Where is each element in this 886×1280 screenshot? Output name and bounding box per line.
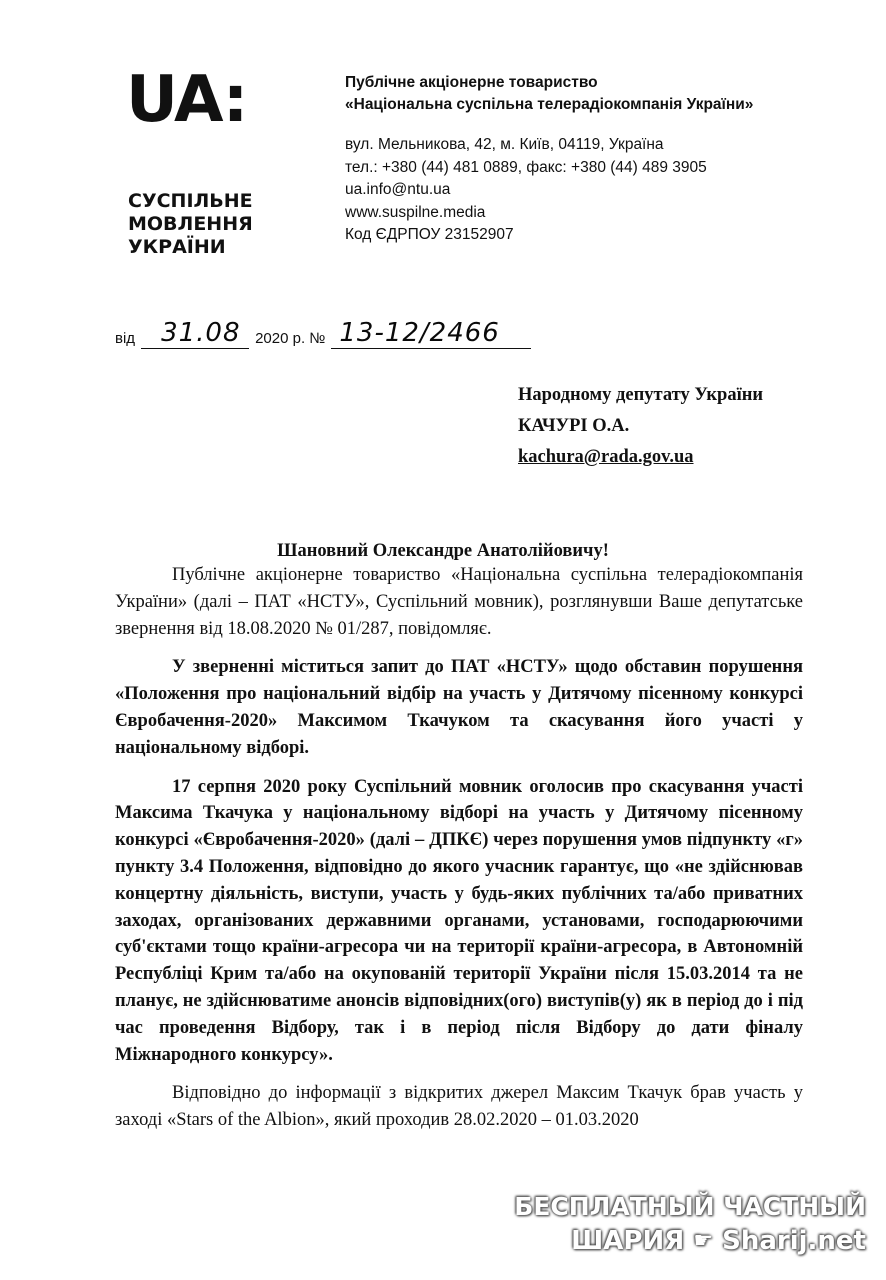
org-name-line2: «Національна суспільна телерадіокомпанія України» — [345, 96, 754, 113]
salutation: Шановний Олександре Анатолійовичу! — [277, 541, 609, 561]
paragraph: Відповідно до інформації з відкритих джерел Максим Ткачук брав участь у заході «Stars of the Albion», який проходив 28.02.2020 – 01.03.2020 — [115, 1083, 803, 1131]
org-email: ua.info@ntu.ua — [345, 181, 451, 198]
letter-body — [115, 562, 803, 1146]
logo-text-line: СУСПІЛЬНЕ — [128, 190, 253, 212]
org-phone: тел.: +380 (44) 481 0889, факс: +380 (44) 489 3905 — [345, 158, 707, 176]
watermark-text-a: ШАРИЯ — [571, 1226, 685, 1256]
logo-mark: UA: — [126, 63, 247, 137]
org-address: вул. Мельникова, 42, м. Київ, 04119, Україна — [345, 136, 664, 153]
logo-text-line: УКРАЇНИ — [128, 236, 226, 258]
organization-header — [345, 72, 753, 247]
org-contacts — [345, 134, 753, 247]
addressee-email-link[interactable]: kachura@rada.gov.ua — [518, 447, 694, 467]
org-website: www.suspilne.media — [345, 203, 486, 221]
addressee-title: Народному депутату України — [518, 385, 764, 405]
addressee-block — [518, 380, 763, 473]
number-field — [331, 318, 531, 349]
org-name-line1: Публічне акціонерне товариство — [345, 74, 598, 91]
paragraph-bold: У зверненні міститься запит до ПАТ «НСТУ» щодо обставин порушення «Положення про національний відбір на участь у Дитячому пісенному конкурсі Євробачення-2020» Максимом Ткачуком та скасування його участі у національному відборі. — [115, 657, 803, 758]
date-field — [141, 318, 249, 349]
year-number-label: 2020 р. № — [255, 330, 326, 347]
pointing-hand-icon: ☛ — [693, 1228, 714, 1254]
watermark-line2 — [514, 1224, 866, 1259]
paragraph: Публічне акціонерне товариство «Національна суспільна телерадіокомпанія України» (далі – ПАТ «НСТУ», Суспільний мовник), розглянувши Ваше депутатське звернення від 18.08.2020 № 01/287, повідомляє. — [115, 565, 803, 639]
logo-text — [128, 190, 253, 259]
handwritten-date: 31.08 — [161, 318, 241, 348]
watermark-text-b: Sharij.net — [722, 1226, 866, 1256]
watermark — [514, 1190, 866, 1259]
watermark-line1: БЕСПЛАТНЫЙ ЧАСТНЫЙ — [514, 1192, 866, 1221]
outgoing-reference — [115, 318, 531, 349]
handwritten-number: 13-12/2466 — [339, 318, 500, 348]
from-label: від — [115, 330, 136, 347]
paragraph-bold: 17 серпня 2020 року Суспільний мовник оголосив про скасування участі Максима Ткачука у національному відборі на участь у Дитячому пісенному конкурсі «Євробачення-2020» (далі – ДПКЄ) через порушення умов підпункту «г» пункту 3.4 Положення, відповідно до якого учасник гарантує, що «не здійснював концертну діяльність, виступи, участь у будь-яких публічних та/або приватних заходах, організованих державними органами, установами, господарюючими суб'єктами тощо країни-агресора чи на території країни-агресора, в Автономній Республіці Крим та/або на окупованій території України після 15.03.2014 та не планує, не здійснюватиме анонсів відповідних(ого) виступів(у) як в період до і під час проведення Відбору, так і в період після Відбору до дати фіналу Міжнародного конкурсу». — [115, 776, 803, 1065]
org-edrpou-code: Код ЄДРПОУ 23152907 — [345, 226, 514, 243]
addressee-name: КАЧУРІ О.А. — [518, 416, 630, 436]
logo-text-line: МОВЛЕННЯ — [128, 213, 253, 235]
